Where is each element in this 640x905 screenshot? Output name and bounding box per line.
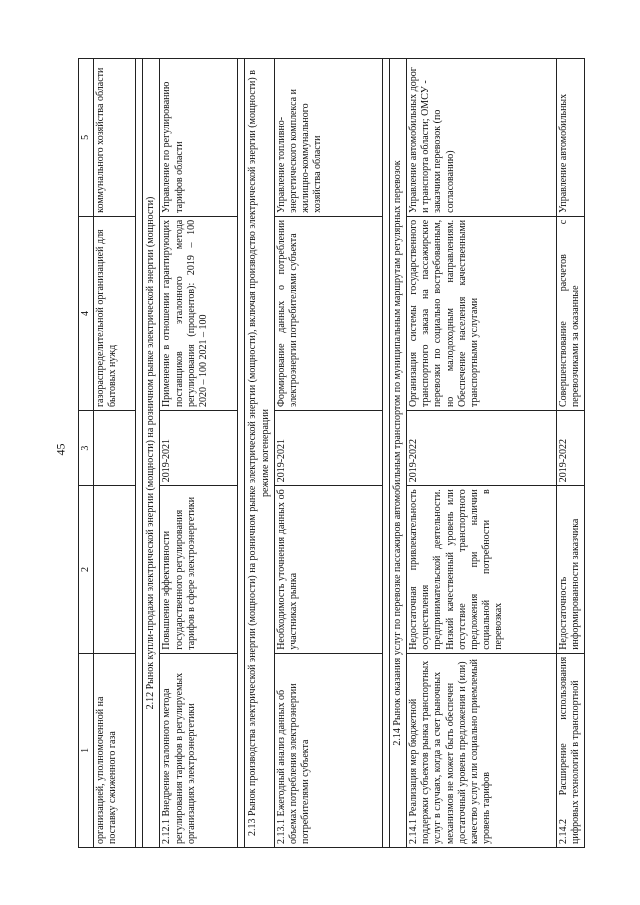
section-title: 2.12 Рынок купли-продажи электрической энергии (мощности) на розничном рынке электрической энергии (мощности) bbox=[143, 59, 160, 848]
measures-table bbox=[78, 58, 585, 848]
cell-responsible: коммунального хозяйства области bbox=[94, 59, 136, 217]
column-header-5: 5 bbox=[79, 59, 94, 217]
column-header-3: 3 bbox=[79, 411, 94, 486]
table-row bbox=[406, 59, 556, 848]
section-title-row bbox=[245, 59, 274, 848]
section-title-row bbox=[143, 59, 160, 848]
table-row bbox=[94, 59, 136, 848]
cell-problem: Повышение эффективности государственного регулирования тарифов в сфере электроэнергетики bbox=[160, 486, 238, 654]
blank-row bbox=[136, 59, 143, 848]
column-header-1: 1 bbox=[79, 653, 94, 847]
column-header-4: 4 bbox=[79, 216, 94, 410]
cell-responsible: Управление по регулированию тарифов области bbox=[160, 59, 238, 217]
cell-result: газораспределительной организацией для бытовых нужд bbox=[94, 216, 136, 410]
cell-measure: 2.13.1 Ежегодный анализ данных об объемах потребления электроэнергии потребителями субъекта bbox=[274, 653, 382, 847]
cell-result: Совершенствование расчетов с перевозчиками за оказанные bbox=[556, 216, 584, 410]
cell-problem: Недостаточность информированности заказчика bbox=[556, 486, 584, 654]
header-row bbox=[79, 59, 94, 848]
page-number: 45 bbox=[53, 443, 68, 456]
cell-measure: 2.14.2 Расширение использования цифровых технологий в транспортной bbox=[556, 653, 584, 847]
section-title: 2.14 Рынок оказания услуг по перевозке пассажиров автомобильным транспортом по муниципальным маршрутам регулярных перевозок bbox=[389, 59, 406, 848]
cell-measure: 2.14.1 Реализация мер бюджетной поддержки субъектов рынка транспортных услуг в случаях, когда за счет рыночных механизмов не может быть обеспечен достаточный уровень предложения и (или) качество услуг или социально приемлемый уровень тарифов bbox=[406, 653, 556, 847]
cell-result: Организация системы государственного транспортного заказа на пассажирские перевозки по социально востребованным, но малодоходным направлениям. Обеспечение населения качественными транспортными услугами bbox=[406, 216, 556, 410]
cell-responsible: Управление автомобильных bbox=[556, 59, 584, 217]
table-row bbox=[556, 59, 584, 848]
cell-problem bbox=[94, 486, 136, 654]
column-header-2: 2 bbox=[79, 486, 94, 654]
cell-problem: Необходимость уточнения данных об участниках рынка bbox=[274, 486, 382, 654]
cell-problem: Недостаточная привлекательность осуществления предпринимательской деятельности. Низкий качественный уровень или отсутствие транспортного предложения при наличии социальной потребности в перевозках bbox=[406, 486, 556, 654]
document-sheet bbox=[78, 58, 638, 848]
cell-period: 2019-2022 bbox=[556, 411, 584, 486]
cell-period: 2019-2021 bbox=[274, 411, 382, 486]
table-row bbox=[160, 59, 238, 848]
cell-result: Формирование данных о потреблении электроэнергии потребителями субъекта bbox=[274, 216, 382, 410]
table-row bbox=[274, 59, 382, 848]
cell-measure: 2.12.1 Внедрение эталонного метода регулирования тарифов в регулируемых организациях электроэнергетики bbox=[160, 653, 238, 847]
cell-period: 2019-2021 bbox=[160, 411, 238, 486]
cell-result: Применение в отношении гарантирующих поставщиков эталонного метода регулирования (процентов): 2019 – 100 2020 – 100 2021 – 100 bbox=[160, 216, 238, 410]
blank-row bbox=[382, 59, 389, 848]
blank-row bbox=[238, 59, 245, 848]
cell-responsible: Управление автомобильных дорог и транспорта области; ОМСУ - заказчики перевозок (по согласованию) bbox=[406, 59, 556, 217]
section-title-row bbox=[389, 59, 406, 848]
cell-period: 2019-2022 bbox=[406, 411, 556, 486]
section-title: 2.13 Рынок производства электрической энергии (мощности) на розничном рынке электрической энергии (мощности), включая производство электрической энергии (мощности) в режиме когенерации bbox=[245, 59, 274, 848]
cell-measure: организацией, уполномоченной на поставку сжиженного газа bbox=[94, 653, 136, 847]
cell-period bbox=[94, 411, 136, 486]
cell-responsible: Управление топливно-энергетического комплекса и жилищно-коммунального хозяйства области bbox=[274, 59, 382, 217]
